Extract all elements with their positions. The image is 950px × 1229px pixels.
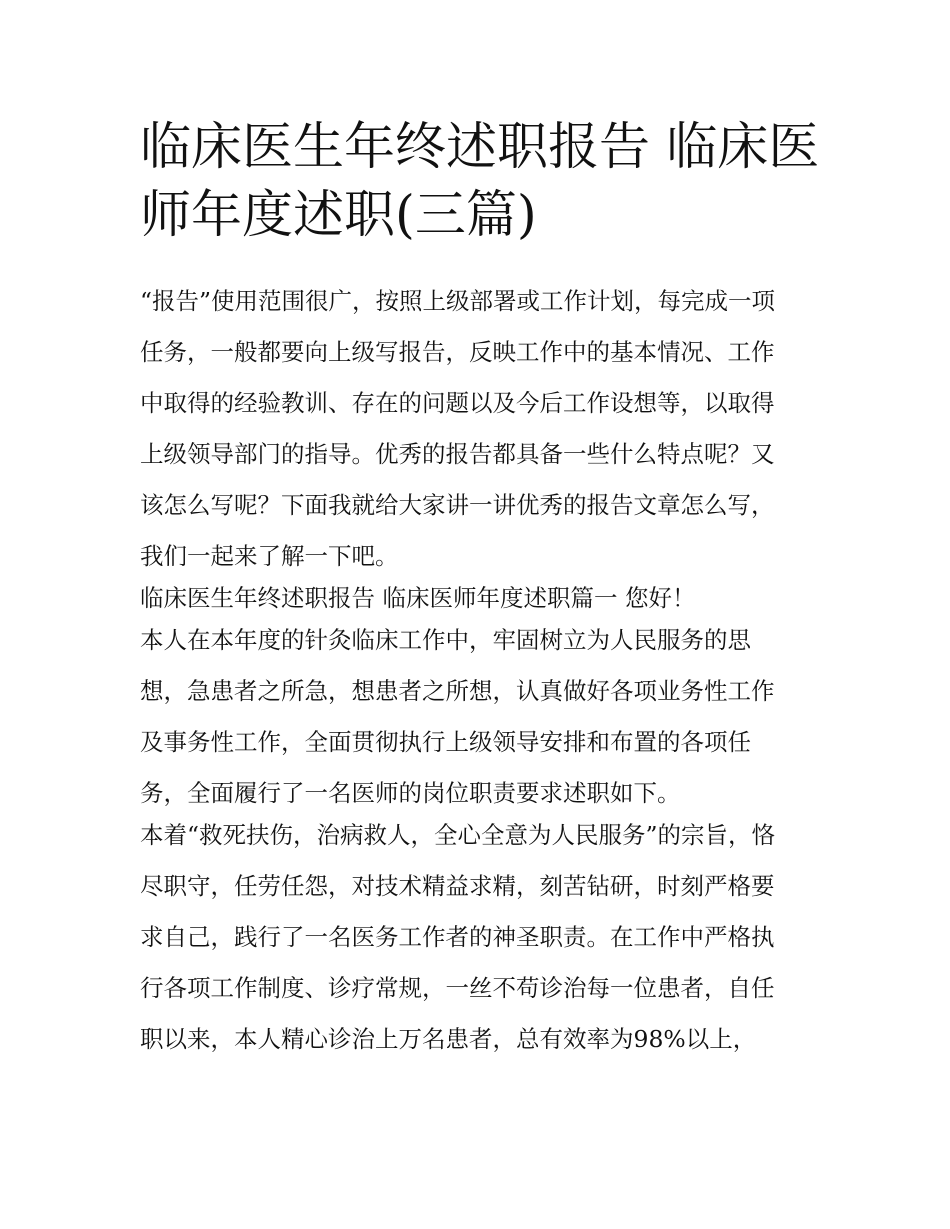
title-line: 临床医生年终述职报告 临床医 bbox=[140, 118, 820, 177]
body-line: 行各项工作制度、诊疗常规，一丝不苟诊治每一位患者，自任 bbox=[140, 974, 775, 1002]
document-body bbox=[140, 281, 820, 1070]
body-line: 想，急患者之所急，想患者之所想，认真做好各项业务性工作 bbox=[140, 677, 775, 705]
body-line: “报告”使用范围很广，按照上级部署或工作计划，每完成一项 bbox=[140, 287, 776, 315]
body-line: 求自己，践行了一名医务工作者的神圣职责。在工作中严格执 bbox=[140, 923, 775, 951]
body-line: 该怎么写呢？下面我就给大家讲一讲优秀的报告文章怎么写， bbox=[140, 491, 775, 519]
document-title bbox=[140, 114, 820, 250]
body-line: 任务，一般都要向上级写报告，反映工作中的基本情况、工作 bbox=[140, 338, 775, 366]
body-line: 及事务性工作，全面贯彻执行上级领导安排和布置的各项任 bbox=[140, 728, 751, 756]
body-line: 务，全面履行了一名医师的岗位职责要求述职如下。 bbox=[140, 779, 681, 807]
title-line: 师年度述职(三篇) bbox=[140, 186, 537, 245]
body-line: 上级领导部门的指导。优秀的报告都具备一些什么特点呢？又 bbox=[140, 440, 775, 468]
body-line: 尽职守，任劳任怨，对技术精益求精，刻苦钻研，时刻严格要 bbox=[140, 872, 775, 900]
body-line: 职以来，本人精心诊治上万名患者，总有效率为98%以上， bbox=[140, 1025, 757, 1053]
body-line: 我们一起来了解一下吧。 bbox=[140, 542, 399, 570]
body-line: 本人在本年度的针灸临床工作中，牢固树立为人民服务的思 bbox=[140, 626, 751, 654]
section-heading: 临床医生年终述职报告 临床医师年度述职篇一 您好！ bbox=[140, 584, 696, 612]
body-line: 本着“救死扶伤，治病救人，全心全意为人民服务”的宗旨，恪 bbox=[140, 821, 776, 849]
body-line: 中取得的经验教训、存在的问题以及今后工作设想等，以取得 bbox=[140, 389, 775, 417]
